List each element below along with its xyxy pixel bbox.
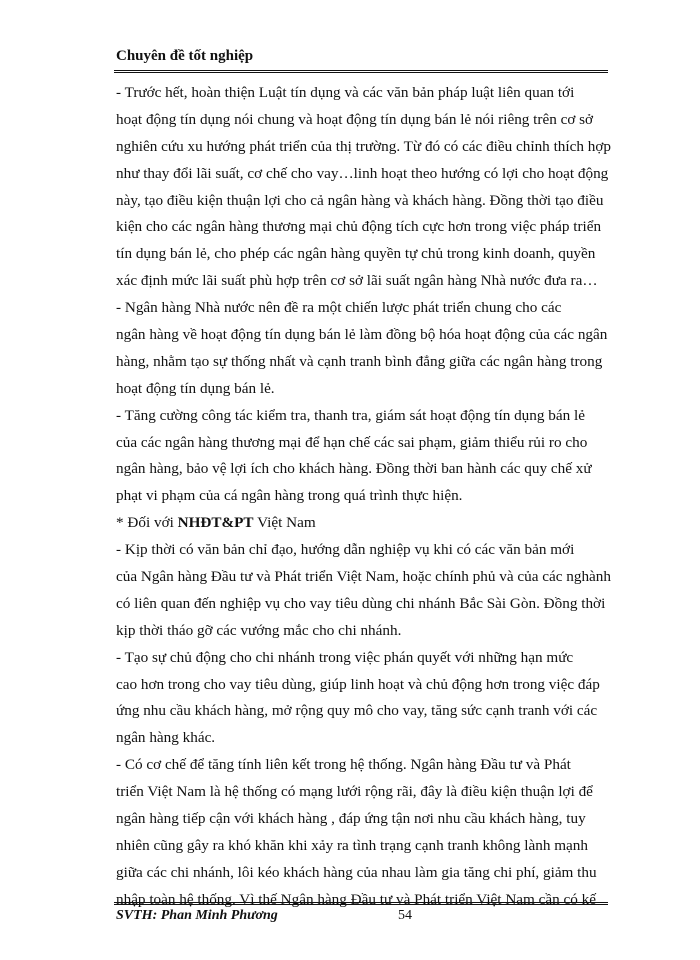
subheading-prefix: * Đối với (116, 514, 178, 532)
text-line: kịp thời tháo gỡ các vướng mắc cho chi nhánh. (116, 621, 402, 639)
page-number: 54 (398, 908, 412, 923)
text-line: nhập toàn hệ thống. Vì thế Ngân hàng Đầu tư và Phát triển Việt Nam cần có kế (116, 890, 596, 908)
text-line: - Ngân hàng Nhà nước nên đề ra một chiến lược phát triển chung cho các (116, 299, 562, 317)
text-line: kiện cho các ngân hàng thương mại chủ động tích cực hơn trong việc pháp triển (116, 218, 602, 236)
text-line: - Kịp thời có văn bản chỉ đạo, hướng dẫn nghiệp vụ khi có các văn bản mới (116, 541, 575, 559)
text-line: ngân hàng tiếp cận với khách hàng , đáp ứng tận nơi nhu cầu khách hàng, tuy (116, 810, 586, 828)
text-line: ngân hàng khác. (116, 729, 216, 747)
text-line: hoạt động tín dụng nói chung và hoạt động tín dụng bán lẻ nói riêng trên cơ sở (116, 110, 594, 128)
text-line: hoạt động tín dụng bán lẻ. (116, 379, 275, 397)
text-line: triển Việt Nam là hệ thống có mạng lưới rộng rãi, đây là điều kiện thuận lợi để (116, 783, 593, 801)
text-line: - Tăng cường công tác kiểm tra, thanh tra, giám sát hoạt động tín dụng bán lẻ (116, 406, 585, 424)
text-line: như thay đổi lãi suất, cơ chế cho vay…linh hoạt theo hướng có lợi cho hoạt động (116, 164, 609, 182)
text-line: ngân hàng, bảo vệ lợi ích cho khách hàng. Đồng thời ban hành các quy chế xử (116, 460, 592, 478)
text-line: nhiên cũng gây ra khó khăn khi xảy ra tình trạng cạnh tranh không lành mạnh (116, 836, 588, 854)
text-line: nghiên cứu xu hướng phát triển của thị trường. Từ đó có các điều chỉnh thích hợp (116, 137, 611, 155)
footer-author: SVTH: Phan Minh Phương (116, 908, 278, 923)
text-line: ứng nhu cầu khách hàng, mở rộng quy mô cho vay, tăng sức cạnh tranh với các (116, 702, 598, 720)
text-line: phạt vi phạm của cá ngân hàng trong quá trình thực hiện. (116, 487, 463, 505)
header-title: Chuyên đề tốt nghiệp (116, 48, 254, 64)
text-line: - Tạo sự chủ động cho chi nhánh trong việc phán quyết với những hạn mức (116, 648, 574, 666)
text-line: của Ngân hàng Đầu tư và Phát triển Việt Nam, hoặc chính phủ và của các nghành (116, 568, 611, 586)
text-line: giữa các chi nhánh, lôi kéo khách hàng của nhau làm gia tăng chi phí, giảm thu (116, 863, 597, 881)
text-line: tín dụng bán lẻ, cho phép các ngân hàng quyền tự chủ trong kinh doanh, quyền (116, 245, 596, 263)
header-rule (114, 70, 608, 73)
text-line: xác định mức lãi suất phù hợp trên cơ sở lãi suất ngân hàng Nhà nước đưa ra… (116, 272, 598, 290)
text-line: - Trước hết, hoàn thiện Luật tín dụng và các văn bản pháp luật liên quan tới (116, 84, 575, 101)
text-line: của các ngân hàng thương mại để hạn chế các sai phạm, giảm thiểu rủi ro cho (116, 433, 588, 451)
text-line: hàng, nhằm tạo sự thống nhất và cạnh tranh bình đẳng giữa các ngân hàng trong (116, 352, 603, 370)
footer-rule (114, 902, 608, 905)
text-line: này, tạo điều kiện thuận lợi cho cả ngân hàng và khách hàng. Đồng thời tạo điều (116, 191, 604, 209)
section-subheading (116, 510, 606, 537)
subheading-suffix: Việt Nam (253, 514, 316, 532)
subheading-bold: NHĐT&PT (177, 514, 254, 532)
text-line: cao hơn trong cho vay tiêu dùng, giúp linh hoạt và chủ động hơn trong việc đáp (116, 675, 600, 693)
text-line: ngân hàng về hoạt động tín dụng bán lẻ làm đồng bộ hóa hoạt động của các ngân (116, 326, 608, 344)
body-text (116, 80, 611, 914)
text-line: có liên quan đến nghiệp vụ cho vay tiêu dùng chi nhánh Bắc Sài Gòn. Đồng thời (116, 594, 606, 612)
text-line: - Có cơ chế để tăng tính liên kết trong hệ thống. Ngân hàng Đầu tư và Phát (116, 756, 571, 774)
